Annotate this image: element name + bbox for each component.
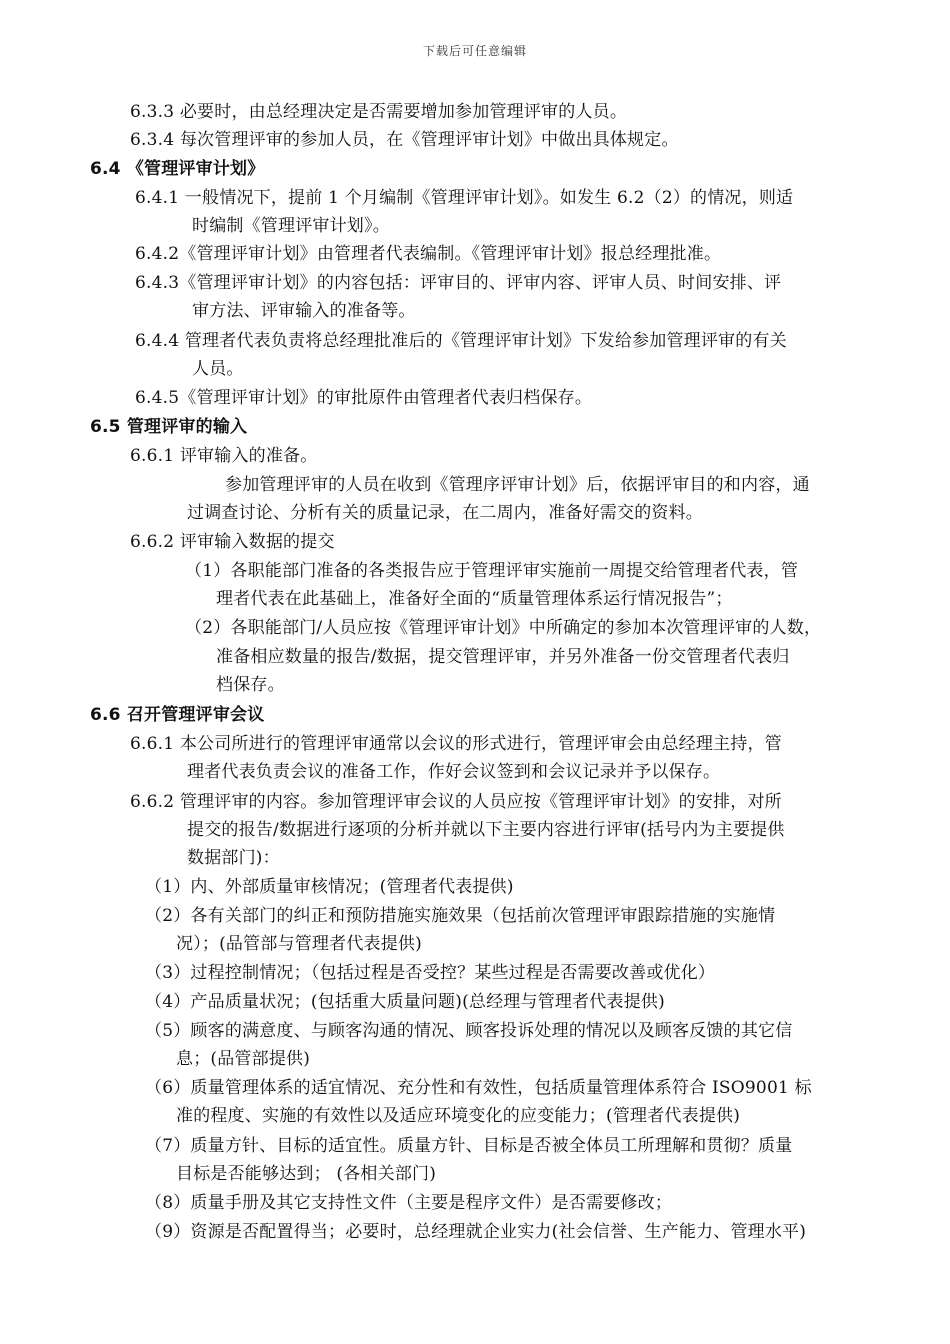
- review-item-5: （5）顾客的满意度、与顾客沟通的情况、顾客投诉处理的情况以及顾客反馈的其它信: [145, 1021, 793, 1041]
- clause-6-6-2-content-cont: 提交的报告/数据进行逐项的分析并就以下主要内容进行评审(括号内为主要提供: [187, 820, 785, 840]
- section-heading-6-5: 6.5 管理评审的输入: [90, 417, 248, 437]
- paragraph-input-prep-cont: 过调查讨论、分析有关的质量记录，在二周内，准备好需交的资料。: [187, 503, 703, 523]
- clause-6-4-1-cont: 时编制《管理评审计划》。: [192, 216, 390, 236]
- clause-6-6-2-content-cont2: 数据部门)：: [187, 848, 280, 868]
- clause-6-4-5: 6.4.5《管理评审计划》的审批原件由管理者代表归档保存。: [135, 388, 593, 408]
- review-item-3: （3）过程控制情况；（包括过程是否受控？某些过程是否需要改善或优化）: [145, 963, 716, 983]
- review-item-7-cont: 目标是否能够达到； (各相关部门): [176, 1164, 437, 1184]
- clause-6-4-4-cont: 人员。: [192, 359, 244, 379]
- input-item-2-cont: 准备相应数量的报告/数据，提交管理评审，并另外准备一份交管理者代表归: [216, 647, 790, 667]
- review-item-2: （2）各有关部门的纠正和预防措施实施效果（包括前次管理评审跟踪措施的实施情: [145, 906, 776, 926]
- review-item-2-cont: 况）；(品管部与管理者代表提供): [176, 934, 422, 954]
- review-item-4: （4）产品质量状况；(包括重大质量问题)(总经理与管理者代表提供): [145, 992, 665, 1012]
- clause-6-3-4: 6.3.4 每次管理评审的参加人员，在《管理评审计划》中做出具体规定。: [130, 130, 679, 150]
- clause-6-4-1: 6.4.1 一般情况下，提前 1 个月编制《管理评审计划》。如发生 6.2（2）的情况，则适: [135, 188, 794, 208]
- review-item-6: （6）质量管理体系的适宜情况、充分性和有效性，包括质量管理体系符合 ISO9001 标: [145, 1078, 812, 1098]
- clause-6-3-3: 6.3.3 必要时，由总经理决定是否需要增加参加管理评审的人员。: [130, 102, 628, 122]
- clause-6-4-3: 6.4.3《管理评审计划》的内容包括：评审目的、评审内容、评审人员、时间安排、评: [135, 273, 782, 293]
- review-item-6-cont: 准的程度、实施的有效性以及适应环境变化的应变能力；(管理者代表提供): [176, 1106, 741, 1126]
- input-item-2: （2）各职能部门/人员应按《管理评审计划》中所确定的参加本次管理评审的人数，: [185, 618, 822, 638]
- clause-6-6-1-input: 6.6.1 评审输入的准备。: [130, 446, 318, 466]
- input-item-1-cont: 理者代表在此基础上，准备好全面的“质量管理体系运行情况报告”；: [216, 589, 733, 609]
- clause-6-6-2-content: 6.6.2 管理评审的内容。参加管理评审会议的人员应按《管理评审计划》的安排，对所: [130, 792, 782, 812]
- clause-6-4-3-cont: 审方法、评审输入的准备等。: [192, 301, 416, 321]
- review-item-9: （9）资源是否配置得当；必要时，总经理就企业实力(社会信誉、生产能力、管理水平): [145, 1222, 807, 1242]
- clause-6-4-4: 6.4.4 管理者代表负责将总经理批准后的《管理评审计划》下发给参加管理评审的有关: [135, 331, 787, 351]
- clause-6-4-2: 6.4.2《管理评审计划》由管理者代表编制。《管理评审计划》报总经理批准。: [135, 244, 722, 264]
- review-item-7: （7）质量方针、目标的适宜性。质量方针、目标是否被全体员工所理解和贯彻？质量: [145, 1136, 793, 1156]
- clause-6-6-2-input: 6.6.2 评审输入数据的提交: [130, 532, 335, 552]
- paragraph-input-prep: 参加管理评审的人员在收到《管理序评审计划》后，依据评审目的和内容，通: [225, 475, 810, 495]
- review-item-5-cont: 息；(品管部提供): [176, 1049, 311, 1069]
- section-heading-6-6: 6.6 召开管理评审会议: [90, 705, 265, 725]
- clause-6-6-1-meeting-cont: 理者代表负责会议的准备工作，作好会议签到和会议记录并予以保存。: [187, 762, 721, 782]
- input-item-1: （1）各职能部门准备的各类报告应于管理评审实施前一周提交给管理者代表，管: [185, 561, 799, 581]
- review-item-8: （8）质量手册及其它支持性文件（主要是程序文件）是否需要修改；: [145, 1193, 673, 1213]
- section-heading-6-4: 6.4 《管理评审计划》: [90, 159, 265, 179]
- input-item-2-cont2: 档保存。: [216, 675, 285, 695]
- page-header: 下载后可任意编辑: [422, 44, 527, 58]
- review-item-1: （1）内、外部质量审核情况；(管理者代表提供): [145, 877, 514, 897]
- clause-6-6-1-meeting: 6.6.1 本公司所进行的管理评审通常以会议的形式进行，管理评审会由总经理主持，管: [130, 734, 782, 754]
